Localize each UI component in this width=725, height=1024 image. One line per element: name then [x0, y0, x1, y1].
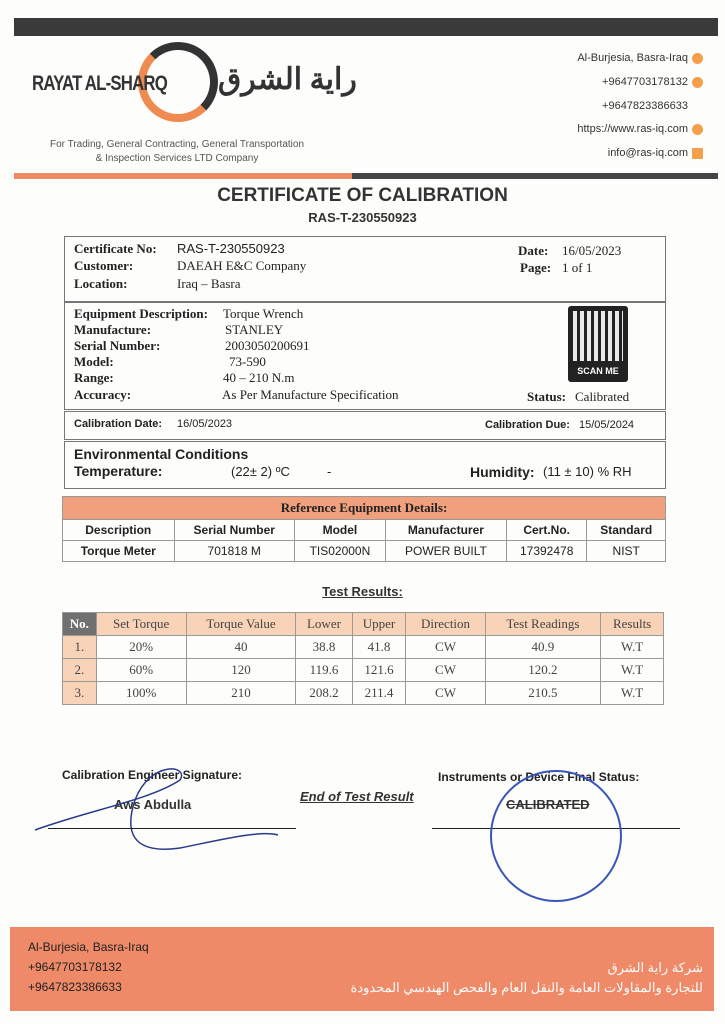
phone-icon: [692, 77, 703, 88]
calibration-due-value: 15/05/2024: [579, 419, 635, 431]
calibration-due-label: Calibration Due:: [485, 419, 570, 431]
reference-equipment-table: [62, 496, 666, 562]
contact-website: [577, 123, 703, 135]
mail-icon: [692, 148, 703, 159]
location-icon: [692, 53, 703, 64]
accuracy-value: As Per Manufacture Specification: [222, 387, 399, 402]
address-text: Al-Burjesia, Basra-Iraq: [577, 52, 688, 64]
table-cell: CW: [406, 682, 485, 705]
email-link[interactable]: info@ras-iq.com: [607, 147, 688, 159]
location-value: Iraq – Basra: [177, 276, 241, 291]
signature-scribble-icon: [30, 760, 290, 860]
reference-caption: Reference Equipment Details:: [63, 497, 666, 520]
test-results-title: Test Results:: [322, 584, 403, 599]
customer-label: Customer:: [74, 258, 134, 273]
temperature-label: Temperature:: [74, 463, 163, 479]
table-cell: 1.: [63, 636, 97, 659]
table-cell: 60%: [96, 659, 186, 682]
temperature-value: (22± 2) ºC: [231, 464, 290, 479]
table-cell: 120: [186, 659, 296, 682]
column-header: Standard: [587, 520, 666, 541]
page-label: Page:: [520, 260, 552, 275]
tagline-line-2: & Inspection Services LTD Company: [95, 153, 259, 164]
divider-orange: [14, 173, 352, 179]
table-cell: 40.9: [485, 636, 601, 659]
range-label: Range:: [74, 370, 114, 385]
humidity-value: (11 ± 10) % RH: [543, 464, 632, 479]
table-cell: 38.8: [296, 636, 352, 659]
page-value: 1 of 1: [562, 260, 593, 275]
column-header: Description: [63, 520, 175, 541]
range-value: 40 – 210 N.m: [223, 370, 295, 385]
table-cell: 208.2: [296, 682, 352, 705]
certificate-code: RAS-T-230550923: [308, 210, 417, 225]
tagline: [32, 138, 322, 166]
table-row: [63, 659, 664, 682]
column-header: Upper: [352, 613, 406, 636]
logo-text-ar: راية الشرق: [218, 63, 357, 96]
footer-address: Al-Burjesia, Basra-Iraq: [28, 940, 149, 954]
column-header: Set Torque: [96, 613, 186, 636]
page-title: CERTIFICATE OF CALIBRATION: [217, 185, 508, 206]
globe-icon: [692, 124, 703, 135]
logo-text-en: RAYAT AL-SHARQ: [32, 72, 168, 95]
table-cell: 2.: [63, 659, 97, 682]
table-row: [63, 636, 664, 659]
top-bar: [14, 18, 718, 36]
footer-arabic-line-1: شركة راية الشرق: [607, 960, 703, 975]
final-status-label: Instruments or Device Final Status:: [438, 770, 640, 784]
table-cell: NIST: [587, 541, 666, 562]
equipment-desc-label: Equipment Description:: [74, 306, 208, 321]
column-header: Lower: [296, 613, 352, 636]
table-cell: 120.2: [485, 659, 601, 682]
equipment-desc-value: Torque Wrench: [223, 306, 304, 321]
contact-email: [608, 147, 703, 159]
separator-dash: -: [327, 464, 332, 479]
table-cell: W.T: [601, 682, 664, 705]
table-cell: 121.6: [352, 659, 406, 682]
manufacture-label: Manufacture:: [74, 322, 152, 337]
table-header-row: [63, 520, 666, 541]
table-cell: CW: [406, 659, 485, 682]
table-cell: 3.: [63, 682, 97, 705]
table-cell: W.T: [601, 636, 664, 659]
serial-label: Serial Number:: [74, 338, 161, 353]
manufacture-value: STANLEY: [225, 322, 284, 337]
footer-contact: [28, 937, 149, 997]
table-cell: W.T: [601, 659, 664, 682]
column-header: Test Readings: [485, 613, 601, 636]
table-row: [63, 541, 666, 562]
column-header: Manufacturer: [385, 520, 506, 541]
cert-no-value: RAS-T-230550923: [177, 241, 285, 256]
engineer-name: Aws Abdulla: [114, 797, 192, 812]
table-cell: 211.4: [352, 682, 406, 705]
environment-box: [64, 441, 666, 489]
column-header: Model: [294, 520, 385, 541]
table-cell: 41.8: [352, 636, 406, 659]
column-header: Torque Value: [186, 613, 296, 636]
certificate-info-box: [64, 236, 666, 302]
cert-no-label: Certificate No:: [74, 241, 157, 256]
location-label: Location:: [74, 276, 128, 291]
engineer-signature-line: [48, 828, 296, 829]
serial-value: 2003050200691: [225, 338, 310, 353]
calibration-dates-box: [64, 411, 666, 440]
calibration-date-label: Calibration Date:: [74, 418, 163, 430]
table-cell: TIS02000N: [294, 541, 385, 562]
divider-dark: [352, 173, 718, 179]
table-cell: 100%: [96, 682, 186, 705]
footer-arabic: [351, 958, 704, 998]
footer-phone-1: +9647703178132: [28, 960, 122, 974]
column-header: No.: [63, 613, 97, 636]
calibration-date-value: 16/05/2023: [177, 418, 233, 430]
footer-arabic-line-2: للتجارة والمقاولات العامة والنقل العام والفحص الهندسي المحدودة: [350, 980, 703, 995]
status-value: Calibrated: [575, 389, 630, 404]
company-stamp: [490, 770, 622, 902]
table-cell: 210.5: [485, 682, 601, 705]
date-label: Date:: [518, 243, 549, 258]
model-label: Model:: [74, 354, 114, 369]
table-cell: Torque Meter: [63, 541, 175, 562]
contact-phone-2: +9647823386633: [602, 100, 688, 112]
customer-value: DAEAH E&C Company: [177, 258, 307, 273]
contact-address: [577, 52, 703, 64]
table-cell: POWER BUILT: [385, 541, 506, 562]
status-label: Status:: [527, 389, 567, 404]
table-cell: 40: [186, 636, 296, 659]
model-value: 73-590: [229, 354, 266, 369]
table-cell: 210: [186, 682, 296, 705]
qr-label: SCAN ME: [577, 366, 619, 376]
table-header-row: [63, 613, 664, 636]
accuracy-label: Accuracy:: [74, 387, 132, 402]
table-cell: 701818 M: [174, 541, 294, 562]
footer-phone-2: +9647823386633: [28, 980, 122, 994]
qr-code-icon: [573, 311, 623, 361]
tagline-line-1: For Trading, General Contracting, General Transportation: [49, 139, 305, 150]
humidity-label: Humidity:: [470, 464, 535, 480]
table-cell: 119.6: [296, 659, 352, 682]
date-value: 16/05/2023: [562, 243, 622, 258]
column-header: Cert.No.: [506, 520, 586, 541]
environment-title: Environmental Conditions: [74, 446, 249, 462]
column-header: Results: [601, 613, 664, 636]
table-cell: 17392478: [506, 541, 586, 562]
test-results-table: [62, 612, 664, 705]
final-status-value: CALIBRATED: [506, 797, 590, 812]
end-of-result-note: End of Test Result: [300, 789, 414, 804]
table-cell: CW: [406, 636, 485, 659]
table-row: [63, 682, 664, 705]
website-link[interactable]: https://www.ras-iq.com: [577, 123, 688, 135]
contact-phone-1: [602, 76, 703, 88]
table-cell: 20%: [96, 636, 186, 659]
phone-text: +9647703178132: [602, 76, 688, 88]
table-caption-row: [63, 497, 666, 520]
qr-code[interactable]: [568, 306, 628, 382]
column-header: Serial Number: [174, 520, 294, 541]
engineer-signature-label: Calibration Engineer Signature:: [62, 768, 243, 782]
column-header: Direction: [406, 613, 485, 636]
